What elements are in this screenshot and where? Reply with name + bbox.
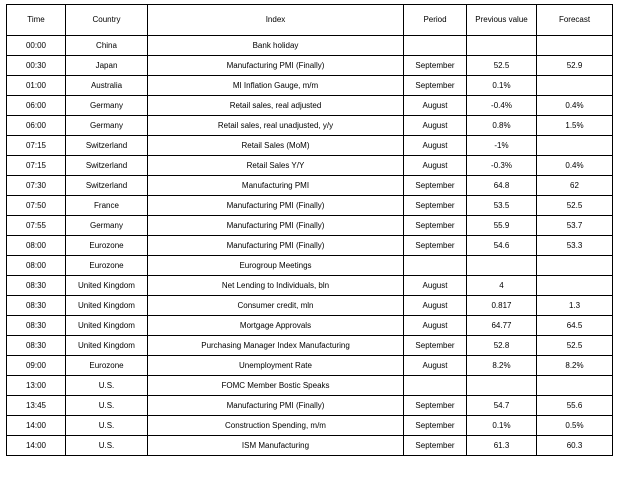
cell-period [404, 116, 467, 136]
cell-time-text: 14:00 [25, 420, 47, 430]
cell-period-text: August [422, 160, 448, 170]
cell-country [66, 176, 148, 196]
column-header-time-label: Time [27, 15, 45, 24]
cell-time [7, 296, 66, 316]
cell-index [148, 96, 404, 116]
table-row [7, 316, 613, 336]
cell-country-text: U.S. [98, 380, 115, 390]
cell-forecast [537, 296, 613, 316]
cell-index-text: Manufacturing PMI [241, 180, 310, 190]
cell-country [66, 236, 148, 256]
cell-country-text: Eurozone [89, 240, 124, 250]
cell-time-text: 08:30 [25, 320, 47, 330]
cell-previous-text: 52.5 [493, 60, 510, 70]
cell-country [66, 356, 148, 376]
cell-time [7, 316, 66, 336]
cell-index [148, 156, 404, 176]
cell-index [148, 356, 404, 376]
table-row [7, 336, 613, 356]
cell-forecast-text: 53.7 [566, 220, 583, 230]
column-header-time [7, 5, 66, 36]
cell-index-text: Unemployment Rate [239, 360, 312, 370]
cell-index-text: Manufacturing PMI (Finally) [226, 240, 325, 250]
cell-index [148, 56, 404, 76]
cell-index [148, 236, 404, 256]
cell-previous [467, 76, 537, 96]
column-header-index [148, 5, 404, 36]
cell-previous-text: 61.3 [493, 440, 510, 450]
cell-time [7, 276, 66, 296]
cell-previous-text: 4 [499, 280, 504, 290]
cell-index-text: Net Lending to Individuals, bln [221, 280, 330, 290]
cell-previous [467, 236, 537, 256]
cell-country [66, 436, 148, 456]
cell-index-text: Manufacturing PMI (Finally) [226, 400, 325, 410]
cell-country [66, 136, 148, 156]
cell-index-text: Purchasing Manager Index Manufacturing [201, 340, 350, 350]
cell-index-text: Construction Spending, m/m [225, 420, 326, 430]
cell-period [404, 376, 467, 396]
cell-previous-text: -0.3% [491, 160, 512, 170]
cell-time [7, 336, 66, 356]
cell-time [7, 76, 66, 96]
cell-time [7, 116, 66, 136]
cell-period-text: August [422, 100, 448, 110]
cell-forecast [537, 76, 613, 96]
cell-period [404, 36, 467, 56]
cell-country [66, 336, 148, 356]
column-header-previous-value [467, 5, 537, 36]
cell-country [66, 396, 148, 416]
cell-forecast [537, 156, 613, 176]
cell-forecast [537, 216, 613, 236]
cell-index-text: FOMC Member Bostic Speaks [221, 380, 330, 390]
cell-country-text: Switzerland [85, 160, 128, 170]
cell-forecast-text: 52.5 [566, 340, 583, 350]
cell-period-text: September [415, 200, 455, 210]
table-body [7, 36, 613, 456]
cell-period-text: August [422, 120, 448, 130]
cell-forecast [537, 356, 613, 376]
column-header-country-label: Country [92, 15, 121, 24]
cell-previous-text: -0.4% [491, 100, 512, 110]
table-header-row [7, 5, 613, 36]
cell-country [66, 56, 148, 76]
cell-time-text: 00:30 [25, 60, 47, 70]
cell-index [148, 336, 404, 356]
cell-time-text: 07:15 [25, 140, 47, 150]
table-row [7, 216, 613, 236]
cell-period [404, 56, 467, 76]
cell-period-text: September [415, 180, 455, 190]
cell-country [66, 156, 148, 176]
cell-time [7, 156, 66, 176]
cell-forecast [537, 96, 613, 116]
cell-time-text: 08:30 [25, 280, 47, 290]
cell-period [404, 256, 467, 276]
cell-previous-text: 0.817 [491, 300, 512, 310]
cell-index [148, 196, 404, 216]
cell-country-text: Switzerland [85, 140, 128, 150]
cell-time-text: 06:00 [25, 100, 47, 110]
cell-index [148, 116, 404, 136]
cell-forecast [537, 376, 613, 396]
cell-time-text: 08:00 [25, 240, 47, 250]
cell-index [148, 136, 404, 156]
cell-country-text: Eurozone [89, 260, 124, 270]
cell-index-text: Eurogroup Meetings [239, 260, 312, 270]
column-header-period-label: Period [423, 15, 447, 24]
cell-period-text: September [415, 220, 455, 230]
cell-index-text: Manufacturing PMI (Finally) [226, 60, 325, 70]
cell-period-text: September [415, 340, 455, 350]
cell-country [66, 96, 148, 116]
cell-time [7, 236, 66, 256]
cell-country [66, 296, 148, 316]
cell-index-text: Retail sales, real adjusted [229, 100, 322, 110]
cell-index [148, 316, 404, 336]
cell-previous [467, 176, 537, 196]
column-header-country [66, 5, 148, 36]
cell-previous-text: 0.8% [492, 120, 511, 130]
cell-forecast [537, 56, 613, 76]
cell-forecast [537, 196, 613, 216]
cell-country [66, 196, 148, 216]
cell-index [148, 76, 404, 96]
cell-previous [467, 376, 537, 396]
cell-time-text: 06:00 [25, 120, 47, 130]
cell-forecast-text: 0.4% [565, 100, 584, 110]
economic-calendar-table [6, 4, 613, 456]
cell-country [66, 256, 148, 276]
table-row [7, 356, 613, 376]
cell-index-text: Retail sales, real unadjusted, y/y [217, 120, 334, 130]
cell-previous [467, 116, 537, 136]
cell-country-text: Australia [90, 80, 123, 90]
cell-time-text: 07:15 [25, 160, 47, 170]
cell-index [148, 416, 404, 436]
cell-previous [467, 96, 537, 116]
cell-previous [467, 136, 537, 156]
cell-forecast-text: 53.3 [566, 240, 583, 250]
table-row [7, 36, 613, 56]
cell-previous [467, 56, 537, 76]
cell-period [404, 176, 467, 196]
table-row [7, 156, 613, 176]
cell-period-text: September [415, 440, 455, 450]
cell-time-text: 08:30 [25, 340, 47, 350]
cell-forecast [537, 416, 613, 436]
cell-time [7, 396, 66, 416]
table-row [7, 436, 613, 456]
cell-country [66, 36, 148, 56]
cell-previous-text: 64.77 [491, 320, 512, 330]
cell-forecast-text: 1.5% [565, 120, 584, 130]
cell-time-text: 09:00 [25, 360, 47, 370]
cell-index-text: Bank holiday [252, 40, 299, 50]
cell-time [7, 136, 66, 156]
cell-previous-text: 54.7 [493, 400, 510, 410]
cell-index-text: Consumer credit, mln [237, 300, 314, 310]
cell-forecast-text: 52.9 [566, 60, 583, 70]
cell-time [7, 96, 66, 116]
table-row [7, 376, 613, 396]
cell-country-text: U.S. [98, 400, 115, 410]
cell-previous-text: 0.1% [492, 420, 511, 430]
cell-forecast [537, 436, 613, 456]
cell-time-text: 13:45 [25, 400, 47, 410]
cell-period [404, 276, 467, 296]
cell-country-text: Germany [90, 220, 123, 230]
cell-previous [467, 316, 537, 336]
cell-previous [467, 196, 537, 216]
cell-period [404, 296, 467, 316]
cell-previous [467, 276, 537, 296]
cell-forecast-text: 55.6 [566, 400, 583, 410]
cell-country [66, 316, 148, 336]
cell-time [7, 216, 66, 236]
cell-index-text: Retail Sales Y/Y [246, 160, 305, 170]
table-row [7, 96, 613, 116]
cell-previous [467, 396, 537, 416]
column-header-forecast-label: Forecast [558, 15, 591, 24]
cell-previous-text: 53.5 [493, 200, 510, 210]
cell-time-text: 07:30 [25, 180, 47, 190]
cell-index-text: Retail Sales (MoM) [241, 140, 310, 150]
cell-period [404, 236, 467, 256]
cell-country-text: Germany [90, 100, 123, 110]
cell-forecast [537, 256, 613, 276]
cell-previous [467, 296, 537, 316]
cell-time [7, 56, 66, 76]
cell-time-text: 01:00 [25, 80, 47, 90]
cell-time [7, 436, 66, 456]
cell-previous [467, 256, 537, 276]
table-row [7, 116, 613, 136]
cell-index [148, 36, 404, 56]
table-row [7, 136, 613, 156]
cell-period [404, 196, 467, 216]
cell-period [404, 356, 467, 376]
cell-country [66, 416, 148, 436]
cell-forecast [537, 336, 613, 356]
column-header-previous-value-label: Previous value [475, 15, 528, 24]
cell-previous [467, 356, 537, 376]
cell-time [7, 376, 66, 396]
cell-forecast [537, 396, 613, 416]
table-row [7, 276, 613, 296]
cell-forecast-text: 64.5 [566, 320, 583, 330]
cell-country-text: United Kingdom [78, 300, 135, 310]
cell-index-text: MI Inflation Gauge, m/m [232, 80, 319, 90]
cell-previous [467, 36, 537, 56]
cell-time-text: 07:55 [25, 220, 47, 230]
cell-index [148, 276, 404, 296]
cell-forecast [537, 276, 613, 296]
cell-index [148, 216, 404, 236]
cell-forecast-text: 1.3 [568, 300, 581, 310]
cell-index-text: Mortgage Approvals [239, 320, 312, 330]
cell-previous [467, 156, 537, 176]
cell-country-text: United Kingdom [78, 280, 135, 290]
table-row [7, 196, 613, 216]
cell-period-text: August [422, 140, 448, 150]
cell-forecast-text: 60.3 [566, 440, 583, 450]
cell-period [404, 396, 467, 416]
cell-time-text: 13:00 [25, 380, 47, 390]
cell-country [66, 76, 148, 96]
cell-index [148, 436, 404, 456]
cell-country-text: Germany [90, 120, 123, 130]
cell-time [7, 356, 66, 376]
cell-previous-text: 55.9 [493, 220, 510, 230]
cell-time [7, 416, 66, 436]
table-row [7, 396, 613, 416]
table-row [7, 56, 613, 76]
cell-country [66, 216, 148, 236]
cell-period [404, 216, 467, 236]
cell-period [404, 76, 467, 96]
cell-country-text: United Kingdom [78, 340, 135, 350]
cell-previous-text: 8.2% [492, 360, 511, 370]
cell-country-text: U.S. [98, 440, 115, 450]
cell-index-text: ISM Manufacturing [241, 440, 310, 450]
cell-previous-text: 52.8 [493, 340, 510, 350]
cell-forecast [537, 136, 613, 156]
cell-period [404, 436, 467, 456]
cell-index [148, 256, 404, 276]
cell-period [404, 316, 467, 336]
cell-previous [467, 336, 537, 356]
cell-time [7, 176, 66, 196]
cell-period [404, 416, 467, 436]
cell-forecast-text: 8.2% [565, 360, 584, 370]
cell-country-text: France [94, 200, 119, 210]
cell-forecast [537, 236, 613, 256]
column-header-index-label: Index [265, 15, 286, 24]
cell-previous [467, 216, 537, 236]
cell-forecast [537, 316, 613, 336]
cell-country [66, 376, 148, 396]
cell-period-text: August [422, 280, 448, 290]
table-row [7, 76, 613, 96]
cell-previous-text: 54.6 [493, 240, 510, 250]
cell-period-text: September [415, 60, 455, 70]
cell-period [404, 136, 467, 156]
cell-time-text: 07:50 [25, 200, 47, 210]
table-row [7, 176, 613, 196]
cell-period [404, 96, 467, 116]
cell-period [404, 156, 467, 176]
cell-previous-text: 64.8 [493, 180, 510, 190]
cell-country-text: Japan [95, 60, 118, 70]
cell-time [7, 196, 66, 216]
cell-forecast-text: 0.4% [565, 160, 584, 170]
cell-period-text: September [415, 400, 455, 410]
cell-index-text: Manufacturing PMI (Finally) [226, 200, 325, 210]
cell-time-text: 08:30 [25, 300, 47, 310]
cell-index [148, 176, 404, 196]
cell-period-text: September [415, 240, 455, 250]
cell-country [66, 276, 148, 296]
cell-index [148, 376, 404, 396]
cell-forecast-text: 62 [570, 180, 579, 190]
cell-previous-text: -1% [494, 140, 509, 150]
cell-country-text: China [96, 40, 117, 50]
cell-time-text: 14:00 [25, 440, 47, 450]
cell-index-text: Manufacturing PMI (Finally) [226, 220, 325, 230]
cell-forecast-text: 52.5 [566, 200, 583, 210]
column-header-period [404, 5, 467, 36]
cell-forecast [537, 176, 613, 196]
cell-index [148, 396, 404, 416]
cell-forecast-text: 0.5% [565, 420, 584, 430]
cell-country [66, 116, 148, 136]
cell-time [7, 36, 66, 56]
cell-previous [467, 436, 537, 456]
cell-time [7, 256, 66, 276]
cell-country-text: U.S. [98, 420, 115, 430]
cell-time-text: 08:00 [25, 260, 47, 270]
cell-previous-text: 0.1% [492, 80, 511, 90]
cell-period-text: September [415, 80, 455, 90]
cell-period-text: August [422, 360, 448, 370]
cell-country-text: Switzerland [85, 180, 128, 190]
cell-previous [467, 416, 537, 436]
cell-period-text: August [422, 320, 448, 330]
cell-time-text: 00:00 [25, 40, 47, 50]
cell-country-text: United Kingdom [78, 320, 135, 330]
table-row [7, 236, 613, 256]
cell-forecast [537, 116, 613, 136]
cell-period-text: September [415, 420, 455, 430]
cell-forecast [537, 36, 613, 56]
table-row [7, 416, 613, 436]
cell-period-text: August [422, 300, 448, 310]
cell-index [148, 296, 404, 316]
cell-country-text: Eurozone [89, 360, 124, 370]
table-row [7, 296, 613, 316]
table-header [7, 5, 613, 36]
cell-period [404, 336, 467, 356]
column-header-forecast [537, 5, 613, 36]
table-row [7, 256, 613, 276]
